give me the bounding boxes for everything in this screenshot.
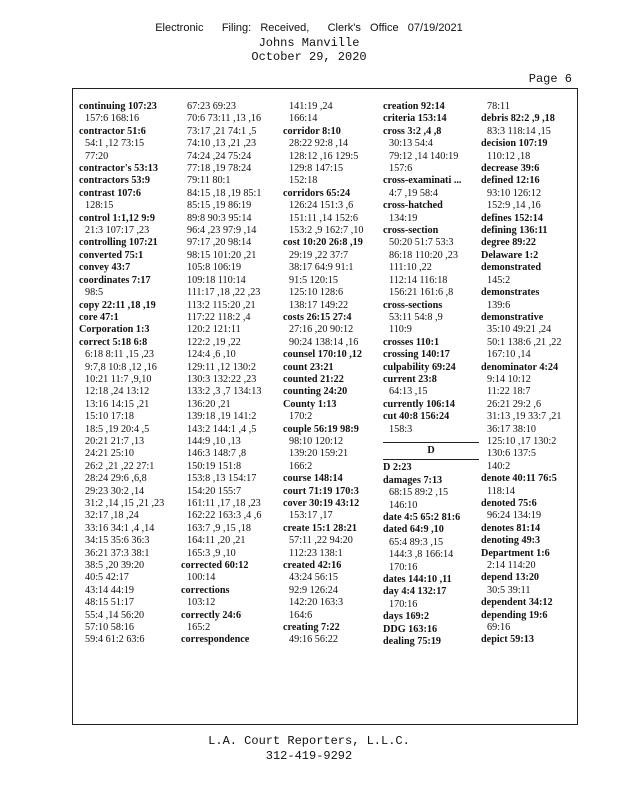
index-entry: 167:10 ,14 — [487, 349, 531, 361]
index-entry: 26:21 29:2 ,6 — [487, 398, 542, 410]
index-entry: 26:2 ,21 ,22 27:1 — [85, 460, 155, 472]
index-entry: converted 75:1 — [79, 249, 144, 261]
index-entry: create 15:1 28:21 — [283, 522, 357, 534]
index-entry: 143:2 144:1 ,4 ,5 — [187, 423, 257, 435]
index-entry: 139:20 159:21 — [289, 448, 349, 460]
index-entry: cross-sections — [383, 299, 443, 311]
index-entry: 85:15 ,19 86:19 — [187, 200, 252, 212]
index-entry: 30:13 54:4 — [389, 138, 433, 150]
index-entry: 105:8 106:19 — [187, 262, 242, 274]
index-entry: 156:21 161:6 ,8 — [389, 287, 454, 299]
index-entry: 74:10 ,13 ,21 ,23 — [187, 138, 257, 150]
index-entry: 146:3 148:7 ,8 — [187, 448, 247, 460]
index-entry: demonstrates — [481, 287, 540, 299]
index-entry: denominator 4:24 — [481, 361, 559, 373]
index-entry: 122:2 ,19 ,22 — [187, 336, 241, 348]
index-entry: 98:15 101:20 ,21 — [187, 249, 257, 261]
index-entry: 139:18 ,19 141:2 — [187, 411, 257, 423]
index-entry: 157:6 168:16 — [85, 113, 140, 125]
index-entry: 136:20 ,21 — [187, 398, 231, 410]
index-entry: 78:11 — [487, 101, 510, 112]
index-entry: County 1:13 — [283, 398, 337, 410]
index-entry: counted 21:22 — [283, 373, 344, 385]
index-entry: 53:11 54:8 ,9 — [389, 311, 443, 323]
index-entry: 164:11 ,20 ,21 — [187, 535, 246, 547]
index-column-1 — [79, 101, 179, 647]
index-entry: cover 30:19 43:12 — [283, 498, 360, 509]
index-entry: 79:12 ,14 140:19 — [389, 150, 459, 162]
index-entry: 65:4 89:3 ,15 — [389, 536, 444, 548]
index-entry: crossing 140:17 — [383, 349, 450, 361]
index-entry: continuing 107:23 — [79, 101, 157, 112]
index-entry: 98:10 120:12 — [289, 435, 344, 447]
index-entry: 69:16 — [487, 622, 511, 634]
index-entry: convey 43:7 — [79, 262, 131, 274]
index-entry: 77:20 — [85, 150, 109, 162]
index-entry: 68:15 89:2 ,15 — [389, 487, 449, 499]
index-entry: 128:12 ,16 129:5 — [289, 150, 359, 162]
index-entry: 96:24 134:19 — [487, 510, 542, 522]
index-entry: date 4:5 65:2 81:6 — [383, 512, 461, 523]
index-entry: dated 64:9 ,10 — [383, 524, 444, 536]
index-entry: cross 3:2 ,4 ,8 — [383, 125, 442, 137]
index-entry: 166:2 — [289, 460, 313, 472]
index-entry: 118:14 — [487, 485, 515, 497]
index-entry: 28:24 29:6 ,6,8 — [85, 473, 147, 485]
index-entry: 111:10 ,22 — [389, 262, 432, 274]
index-entry: demonstrative — [481, 311, 544, 323]
index-entry: 9:7,8 10:8 ,12 ,16 — [85, 361, 157, 373]
index-entry: days 169:2 — [383, 611, 430, 623]
index-entry: culpability 69:24 — [383, 361, 456, 373]
index-entry: cross-hatched — [383, 200, 443, 212]
index-entry: 166:14 — [289, 113, 318, 125]
index-entry: 112:14 116:18 — [389, 274, 448, 286]
index-entry: corrections — [181, 584, 230, 596]
index-entry: debris 82:2 ,9 ,18 — [481, 113, 555, 125]
index-entry: cross-section — [383, 225, 439, 237]
index-entry: dependent 34:12 — [481, 597, 553, 609]
index-entry: corridor 8:10 — [283, 125, 341, 137]
index-entry: defines 152:14 — [481, 212, 543, 224]
index-entry: 100:14 — [187, 572, 216, 584]
index-entry: correctly 24:6 — [181, 609, 242, 621]
index-entry: 31:13 ,19 33:7 ,21 — [487, 411, 562, 423]
index-entry: counsel 170:10 ,12 — [283, 349, 362, 361]
index-entry: 57:10 58:16 — [85, 622, 134, 634]
index-entry: 144:3 ,8 166:14 — [389, 549, 454, 561]
index-entry: coordinates 7:17 — [79, 274, 151, 286]
index-entry: 130:3 132:22 ,23 — [187, 373, 257, 385]
index-entry: Department 1:6 — [481, 547, 550, 559]
index-entry: 152:18 — [289, 175, 318, 187]
index-entry: 89:8 90:3 95:14 — [187, 212, 252, 224]
index-entry: 103:12 — [187, 597, 216, 609]
index-entry: 32:17 ,18 ,24 — [85, 510, 139, 522]
index-column-5 — [481, 101, 581, 647]
index-entry: 124:4 ,6 ,10 — [187, 349, 236, 361]
index-entry: 153:2 ,9 162:7 ,10 — [289, 225, 364, 237]
index-entry: D 2:23 — [383, 462, 412, 474]
index-entry: 139:6 — [487, 299, 511, 311]
index-entry: current 23:8 — [383, 373, 437, 385]
index-entry: 170:16 — [389, 561, 418, 573]
word-index-box — [72, 88, 578, 725]
index-entry: 151:11 ,14 152:6 — [289, 212, 358, 224]
index-entry: 152:9 ,14 ,16 — [487, 200, 541, 212]
index-entry: 33:16 34:1 ,4 ,14 — [85, 522, 155, 534]
index-entry: 117:22 118:2 ,4 — [187, 311, 251, 323]
index-entry: 27:16 ,20 90:12 — [289, 324, 354, 336]
index-entry: 157:6 — [389, 163, 413, 175]
index-entry: court 71:19 170:3 — [283, 485, 359, 497]
index-column-2 — [181, 101, 281, 647]
index-entry: 170:2 — [289, 411, 313, 423]
index-entry: Delaware 1:2 — [481, 249, 539, 261]
index-entry: 84:15 ,18 ,19 85:1 — [187, 187, 262, 199]
index-entry: 64:13 ,15 — [389, 386, 428, 398]
index-entry: 74:24 ,24 75:24 — [187, 150, 252, 162]
index-entry: 93:10 126:12 — [487, 187, 542, 199]
index-entry: Corporation 1:3 — [79, 324, 150, 336]
index-entry: 4:7 ,19 58:4 — [389, 187, 438, 199]
index-entry: degree 89:22 — [481, 237, 536, 249]
index-entry: 43:24 56:15 — [289, 572, 338, 584]
index-entry: 50:1 138:6 ,21 ,22 — [487, 336, 562, 348]
index-entry: 6:18 8:11 ,15 ,23 — [85, 349, 154, 361]
index-entry: 98:5 — [85, 287, 104, 299]
index-entry: 86:18 110:20 ,23 — [389, 249, 458, 261]
index-entry: defined 12:16 — [481, 175, 540, 187]
index-entry: created 42:16 — [283, 560, 342, 572]
index-entry: counting 24:20 — [283, 386, 348, 398]
index-entry: cost 10:20 26:8 ,19 — [283, 237, 363, 249]
index-entry: corridors 65:24 — [283, 187, 351, 199]
filing-stamp: Electronic Filing: Received, Clerk's Office 07/19/2021 — [155, 22, 463, 34]
index-entry: 29:23 30:2 ,14 — [85, 485, 145, 497]
index-entry: 125:10 ,17 130:2 — [487, 435, 557, 447]
index-entry: 20:21 21:7 ,13 — [85, 435, 145, 447]
index-entry: contrast 107:6 — [79, 187, 141, 199]
index-entry: currently 106:14 — [383, 398, 455, 410]
index-entry: 38:17 64:9 91:1 — [289, 262, 354, 274]
index-entry: defining 136:11 — [481, 225, 548, 237]
index-entry: 67:23 69:23 — [187, 101, 236, 112]
index-entry: 54:1 ,12 73:15 — [85, 138, 145, 150]
index-entry: couple 56:19 98:9 — [283, 423, 359, 435]
index-entry: 112:23 138:1 — [289, 547, 343, 559]
index-entry: 21:3 107:17 ,23 — [85, 225, 150, 237]
index-entry: 110:9 — [389, 324, 412, 336]
index-entry: 162:22 163:3 ,4 ,6 — [187, 510, 262, 522]
index-entry: 70:6 73:11 ,13 ,16 — [187, 113, 262, 125]
index-entry: 73:17 ,21 74:1 ,5 — [187, 125, 257, 137]
index-entry: contractors 53:9 — [79, 175, 151, 187]
reporter-phone: 312-419-9292 — [265, 749, 353, 763]
index-entry: creating 7:22 — [283, 622, 340, 634]
index-entry: damages 7:13 — [383, 474, 443, 486]
index-entry: 170:16 — [389, 598, 418, 610]
index-entry: cross-examinati ... — [383, 175, 462, 187]
index-entry: correct 5:18 6:8 — [79, 336, 148, 348]
index-entry: 49:16 56:22 — [289, 634, 338, 646]
index-entry: 15:10 17:18 — [85, 411, 134, 423]
index-entry: correspondence — [181, 634, 250, 646]
index-entry: 38:5 ,20 39:20 — [85, 560, 145, 572]
index-entry: 36:17 38:10 — [487, 423, 536, 435]
index-entry: 120:2 121:11 — [187, 324, 241, 336]
index-entry: 77:18 ,19 78:24 — [187, 163, 252, 175]
index-entry: course 148:14 — [283, 473, 343, 485]
index-entry: day 4:4 132:17 — [383, 586, 447, 598]
index-entry: 91:5 120:15 — [289, 274, 338, 286]
index-entry: dealing 75:19 — [383, 636, 442, 648]
index-entry: 154:20 155:7 — [187, 485, 242, 497]
index-entry: 18:5 ,19 20:4 ,5 — [85, 423, 150, 435]
index-column-3 — [283, 101, 383, 647]
page-number: Page 6 — [528, 72, 572, 86]
index-entry: 36:21 37:3 38:1 — [85, 547, 150, 559]
index-entry: contractor 51:6 — [79, 125, 146, 137]
index-entry: denotes 81:14 — [481, 522, 541, 534]
index-entry: controlling 107:21 — [79, 237, 158, 249]
index-entry: criteria 153:14 — [383, 113, 447, 125]
index-entry: 111:17 ,18 ,22 ,23 — [187, 287, 261, 299]
index-entry: core 47:1 — [79, 311, 119, 323]
index-entry: 150:19 151:8 — [187, 460, 242, 472]
index-entry: 90:24 138:14 ,16 — [289, 336, 359, 348]
index-entry: dates 144:10 ,11 — [383, 574, 452, 586]
index-entry: 161:11 ,17 ,18 ,23 — [187, 498, 261, 509]
index-entry: 153:8 ,13 154:17 — [187, 473, 257, 485]
index-entry: denote 40:11 76:5 — [481, 473, 557, 485]
index-entry: control 1:1,12 9:9 — [79, 212, 155, 224]
index-entry: 10:21 11:7 ,9,10 — [85, 373, 152, 385]
index-entry: 164:6 — [289, 609, 313, 621]
index-entry: 141:19 ,24 — [289, 101, 333, 112]
index-entry: depict 59:13 — [481, 634, 534, 646]
index-entry: 83:3 118:14 ,15 — [487, 125, 551, 137]
index-entry: 129:8 147:15 — [289, 163, 344, 175]
reporter-company: L.A. Court Reporters, L.L.C. — [208, 734, 410, 748]
index-entry: cut 40:8 156:24 — [383, 411, 450, 423]
index-column-4 — [383, 101, 483, 648]
index-entry: 113:2 115:20 ,21 — [187, 299, 256, 311]
index-entry: 163:7 ,9 ,15 ,18 — [187, 522, 251, 534]
index-entry: 79:11 80:1 — [187, 175, 231, 187]
index-entry: 55:4 ,14 56:20 — [85, 609, 145, 621]
index-entry: 34:15 35:6 36:3 — [85, 535, 150, 547]
hearing-date: October 29, 2020 — [251, 50, 367, 64]
index-entry: 158:3 — [389, 423, 413, 435]
index-entry: 59:4 61:2 63:6 — [85, 634, 145, 646]
index-entry: contractor's 53:13 — [79, 163, 158, 175]
index-entry: copy 22:11 ,18 ,19 — [79, 299, 156, 311]
index-entry: 142:20 163:3 — [289, 597, 344, 609]
index-entry: decision 107:19 — [481, 138, 548, 150]
index-entry: crosses 110:1 — [383, 336, 440, 348]
index-entry: 50:20 51:7 53:3 — [389, 237, 454, 249]
index-entry: 128:15 — [85, 200, 114, 212]
index-entry: 9:14 10:12 — [487, 373, 531, 385]
index-entry: 29:19 ,22 37:7 — [289, 249, 349, 261]
index-entry: 146:10 — [389, 499, 418, 511]
index-entry: 35:10 49:21 ,24 — [487, 324, 552, 336]
index-entry: 145:2 — [487, 274, 511, 286]
index-entry: 40:5 42:17 — [85, 572, 129, 584]
index-entry: 144:9 ,10 ,13 — [187, 435, 241, 447]
index-entry: 30:5 39:11 — [487, 584, 531, 596]
index-entry: demonstrated — [481, 262, 541, 274]
index-entry: 138:17 149:22 — [289, 299, 349, 311]
index-entry: DDG 163:16 — [383, 623, 438, 635]
index-entry: 126:24 151:3 ,6 — [289, 200, 354, 212]
index-entry: count 23:21 — [283, 361, 334, 373]
index-entry: 31:2 ,14 ,15 ,21 ,23 — [85, 498, 165, 509]
index-entry: creation 92:14 — [383, 101, 445, 112]
index-entry: 57:11 ,22 94:20 — [289, 535, 353, 547]
index-entry: 13:16 14:15 ,21 — [85, 398, 150, 410]
index-entry: 11:22 18:7 — [487, 386, 531, 398]
index-entry: 43:14 44:19 — [85, 584, 134, 596]
index-entry: 97:17 ,20 98:14 — [187, 237, 252, 249]
index-entry: denoting 49:3 — [481, 535, 541, 547]
index-entry: 140:2 — [487, 460, 511, 472]
index-entry: 134:19 — [389, 212, 418, 224]
index-entry: 109:18 110:14 — [187, 274, 246, 286]
index-entry: 110:12 ,18 — [487, 150, 531, 162]
index-entry: 92:9 126:24 — [289, 584, 338, 596]
index-entry: decrease 39:6 — [481, 163, 540, 175]
index-entry: 12:18 ,24 13:12 — [85, 386, 150, 398]
index-entry: 96:4 ,23 97:9 ,14 — [187, 225, 257, 237]
case-name: Johns Manville — [258, 36, 360, 50]
index-entry: denoted 75:6 — [481, 498, 537, 509]
index-entry: depend 13:20 — [481, 572, 540, 584]
index-entry: 165:2 — [187, 622, 211, 634]
index-entry: 133:2 ,3 ,7 134:13 — [187, 386, 262, 398]
index-entry: 2:14 114:20 — [487, 560, 536, 572]
index-entry: 129:11 ,12 130:2 — [187, 361, 256, 373]
index-entry: 125:10 128:6 — [289, 287, 344, 299]
index-entry: 153:17 ,17 — [289, 510, 333, 522]
index-entry: depending 19:6 — [481, 609, 548, 621]
section-letter: D — [383, 442, 479, 460]
index-entry: 24:21 25:10 — [85, 448, 134, 460]
index-entry: 48:15 51:17 — [85, 597, 134, 609]
index-entry: corrected 60:12 — [181, 560, 249, 572]
index-entry: 28:22 92:8 ,14 — [289, 138, 349, 150]
index-entry: costs 26:15 27:4 — [283, 311, 352, 323]
index-entry: 130:6 137:5 — [487, 448, 536, 460]
index-entry: 165:3 ,9 ,10 — [187, 547, 236, 559]
